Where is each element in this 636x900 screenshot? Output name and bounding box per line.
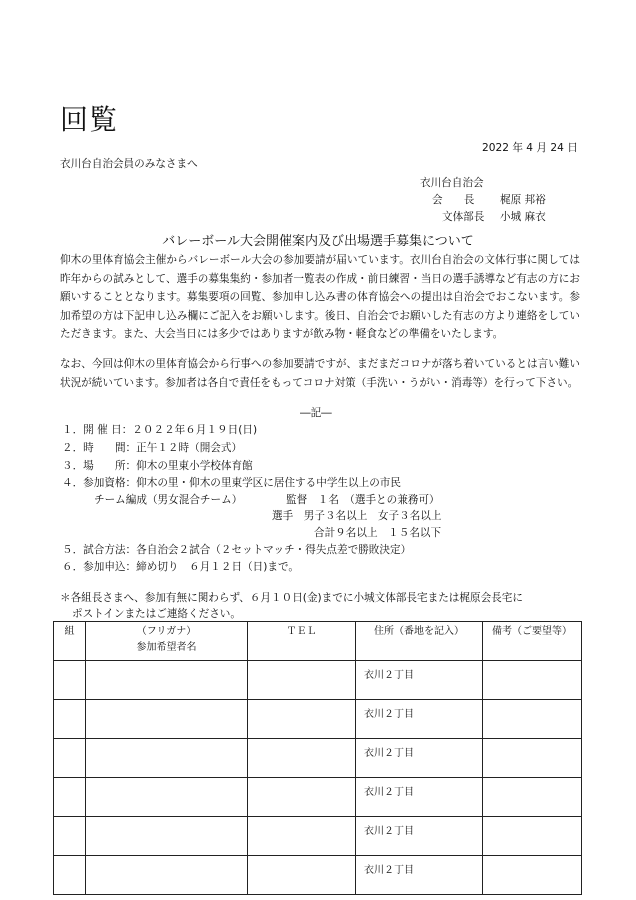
table-row (54, 700, 582, 739)
header-group: 組 (54, 622, 86, 661)
sender1-name: 梶原 邦裕 (500, 194, 546, 206)
address-cell[interactable]: 衣川２丁目 (356, 739, 483, 778)
address-cell[interactable]: 衣川２丁目 (356, 661, 483, 700)
header-tel: ＴＥＬ (248, 622, 356, 661)
name-cell[interactable] (86, 778, 248, 817)
group-cell[interactable] (54, 856, 86, 895)
header-furigana: （フリガナ） (136, 626, 197, 637)
tel-cell[interactable] (248, 661, 356, 700)
body-paragraph-2: なお、今回は仰木の里体育協会から行事への参加要請ですが、まだまだコロナが落ち着いているとは言い難い状況が続いています。参加者は各自で責任をもってコロナ対策（手洗い・うがい・消毒等）を行って下さい。 (60, 358, 580, 389)
group-cell[interactable] (54, 661, 86, 700)
address-cell[interactable]: 衣川２丁目 (356, 856, 483, 895)
remarks-cell[interactable] (483, 700, 582, 739)
address-cell[interactable]: 衣川２丁目 (356, 778, 483, 817)
group-cell[interactable] (54, 817, 86, 856)
notice-heading: バレーボール大会開催案内及び出場選手募集について (162, 234, 474, 249)
header-address: 住所（番地を記入） (356, 622, 483, 661)
group-cell[interactable] (54, 778, 86, 817)
header-remarks: 備考（ご要望等） (483, 622, 582, 661)
sender2-name: 小城 麻衣 (500, 211, 546, 223)
total-requirement: 合計９名以上 １５名以下 (314, 527, 442, 539)
header-participant-name: 参加希望者名 (136, 642, 197, 653)
name-cell[interactable] (86, 739, 248, 778)
team-composition-label: チーム編成（男女混合チーム） (94, 494, 243, 506)
group-cell[interactable] (54, 739, 86, 778)
note-line-1: ＊各組長さまへ、参加有無に関わらず、６月１０日(金)までに小城文体部長宅または梶原会長宅に (60, 592, 523, 604)
application-table (53, 621, 582, 895)
tel-cell[interactable] (248, 856, 356, 895)
document-title: 回覧 (60, 103, 119, 136)
sender-org: 衣川台自治会 (420, 177, 484, 189)
table-row (54, 778, 582, 817)
remarks-cell[interactable] (483, 817, 582, 856)
tel-cell[interactable] (248, 778, 356, 817)
document-date: 2022 年 4 月 24 日 (482, 142, 578, 154)
table-row (54, 661, 582, 700)
remarks-cell[interactable] (483, 739, 582, 778)
item-time: ２．時 間：正午１２時（開会式） (62, 442, 243, 454)
remarks-cell[interactable] (483, 661, 582, 700)
sender1-role: 会 長 (432, 194, 475, 206)
ki-marker: ―記― (300, 407, 332, 419)
item-date: １．開 催 日：２０２２年６月１９日(日) (62, 424, 258, 436)
address-cell[interactable]: 衣川２丁目 (356, 700, 483, 739)
remarks-cell[interactable] (483, 778, 582, 817)
remarks-cell[interactable] (483, 856, 582, 895)
tel-cell[interactable] (248, 700, 356, 739)
tel-cell[interactable] (248, 739, 356, 778)
player-requirement: 選手 男子３名以上 女子３名以上 (272, 510, 442, 522)
name-cell[interactable] (86, 856, 248, 895)
item-eligibility: ４．参加資格：仰木の里・仰木の里東学区に居住する中学生以上の市民 (62, 477, 401, 489)
name-cell[interactable] (86, 817, 248, 856)
item-match-format: ５．試合方法：各自治会２試合（２セットマッチ・得失点差で勝敗決定） (62, 544, 412, 556)
note-line-2: ポストインまたはご連絡ください。 (72, 608, 241, 620)
table-header-row (54, 622, 582, 661)
item-place: ３．場 所：仰木の里東小学校体育館 (62, 460, 253, 472)
table-row (54, 817, 582, 856)
coach-requirement: 監督 １名 （選手との兼務可） (286, 494, 440, 506)
header-name (86, 622, 248, 661)
name-cell[interactable] (86, 661, 248, 700)
group-cell[interactable] (54, 700, 86, 739)
table-row (54, 856, 582, 895)
addressee: 衣川台自治会員のみなさまへ (60, 158, 198, 170)
sender2-role: 文体部長 (442, 211, 485, 223)
address-cell[interactable]: 衣川２丁目 (356, 817, 483, 856)
table-row (54, 739, 582, 778)
tel-cell[interactable] (248, 817, 356, 856)
body-paragraph-1: 仰木の里体育協会主催からバレーボール大会の参加要請が届いています。衣川台自治会の文体行事に関しては昨年からの試みとして、選手の募集集約・参加者一覧表の作成・前日練習・当日の選手誘導など有志の方にお願いすることとなります。募集要項の回覧、参加申し込み書の体育協会への提出は自治会でおこないます。参加希望の方は下記申し込み欄にご記入をお願いします。後日、自治会でお願いした有志の方より連絡をしていただきます。また、大会当日には多少ではありますが飲み物・軽食などの準備をいたします。 (60, 254, 580, 341)
name-cell[interactable] (86, 700, 248, 739)
item-application: ６．参加申込：締め切り ６月１２日（日)まで。 (62, 561, 299, 573)
